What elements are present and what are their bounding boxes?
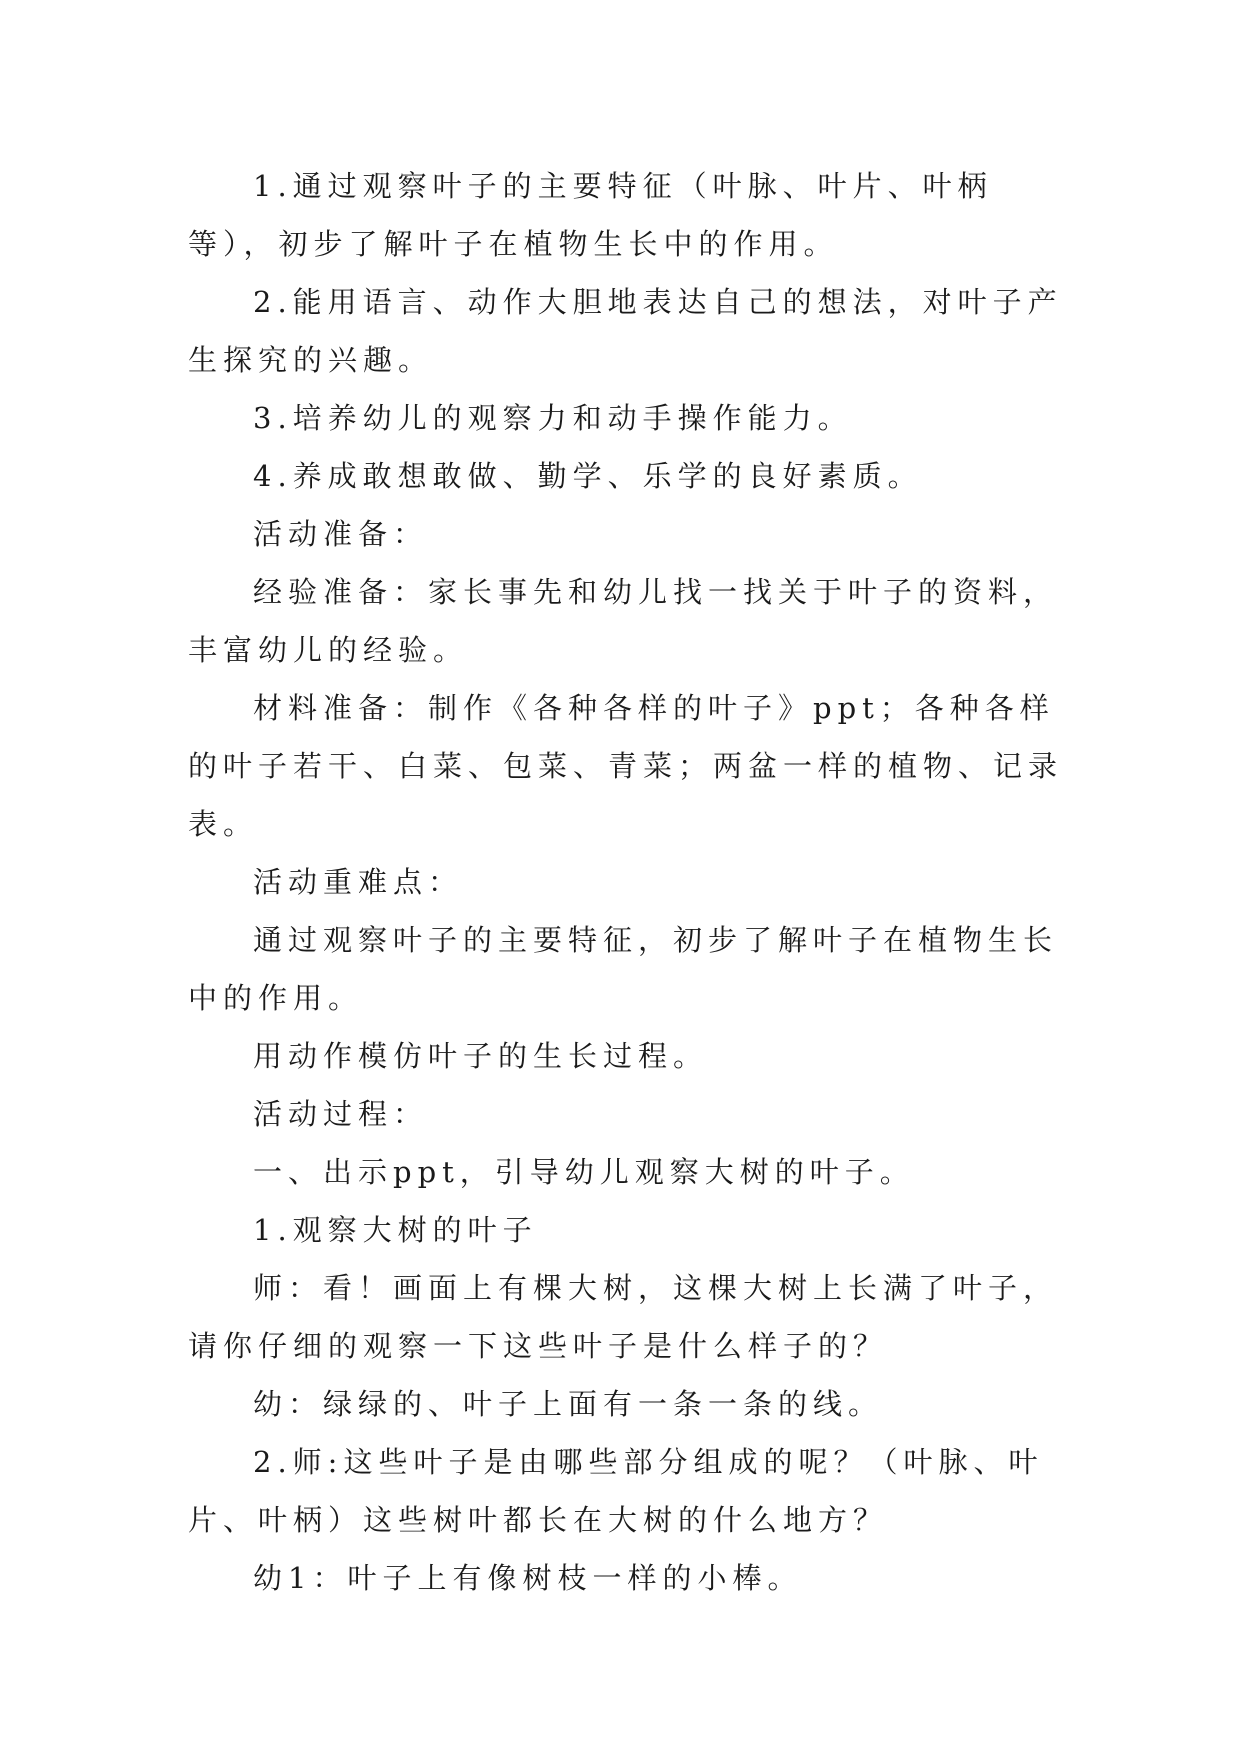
paragraph: 幼1：叶子上有像树枝一样的小棒。 (253, 1561, 803, 1595)
paragraph: 3.培养幼儿的观察力和动手操作能力。 (253, 401, 853, 435)
paragraph: 材料准备：制作《各种各样的叶子》ppt；各种各样的叶子若干、白菜、包菜、青菜；两盆一样的植物、记录表。 (188, 691, 1064, 841)
paragraph: 幼：绿绿的、叶子上面有一条一条的线。 (253, 1387, 884, 1421)
paragraph: 师：看！画面上有棵大树，这棵大树上长满了叶子，请你仔细的观察一下这些叶子是什么样子的？ (188, 1271, 1059, 1363)
section-heading: 活动准备： (253, 517, 429, 551)
paragraph: 4.养成敢想敢做、勤学、乐学的良好素质。 (253, 459, 923, 493)
paragraph: 一、出示ppt，引导幼儿观察大树的叶子。 (253, 1155, 915, 1189)
paragraph: 2.师:这些叶子是由哪些部分组成的呢？（叶脉、叶片、叶柄）这些树叶都长在大树的什么地方？ (188, 1445, 1044, 1537)
document-body (188, 157, 1068, 1607)
paragraph: 2.能用语言、动作大胆地表达自己的想法，对叶子产生探究的兴趣。 (188, 285, 1063, 377)
paragraph: 用动作模仿叶子的生长过程。 (253, 1039, 709, 1073)
paragraph: 经验准备：家长事先和幼儿找一找关于叶子的资料，丰富幼儿的经验。 (188, 575, 1059, 667)
paragraph: 通过观察叶子的主要特征，初步了解叶子在植物生长中的作用。 (188, 923, 1059, 1015)
section-heading: 活动过程： (253, 1097, 429, 1131)
paragraph: 1.观察大树的叶子 (253, 1213, 538, 1247)
section-heading: 活动重难点： (253, 865, 464, 899)
paragraph: 1.通过观察叶子的主要特征（叶脉、叶片、叶柄等），初步了解叶子在植物生长中的作用。 (188, 169, 993, 261)
